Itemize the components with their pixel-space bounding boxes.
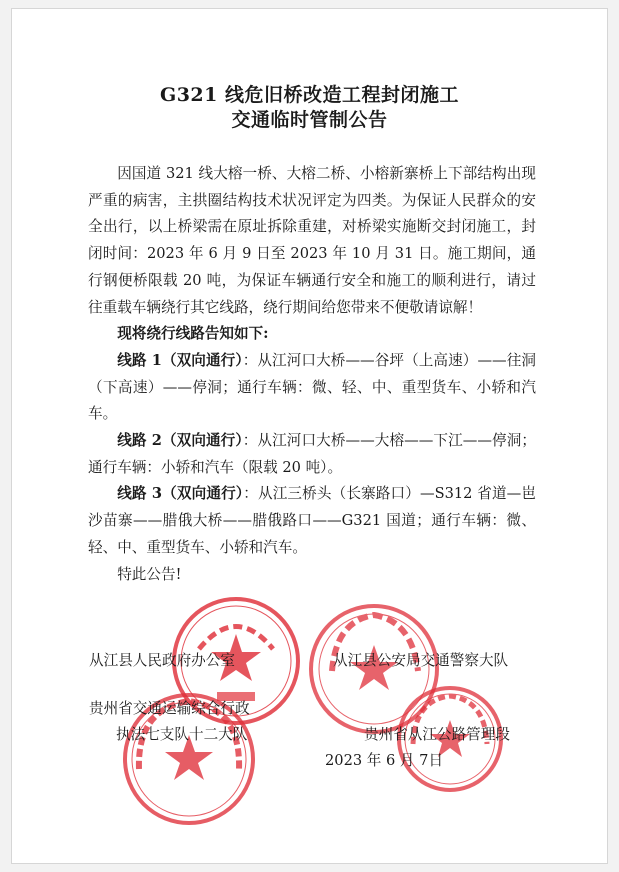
notice-page <box>11 8 608 864</box>
route-2-text: ：从江河口大桥——大榕——下江——停洞；通行车辆：小轿和汽车（限载 20 吨）。 <box>88 432 536 476</box>
signatory-law-enforcement-line1: 贵州省交通运输综合行政 <box>89 700 250 717</box>
route-1-label: 线路 1（双向通行） <box>117 351 243 369</box>
route-2-label: 线路 2（双向通行） <box>117 432 243 450</box>
notice-date: 2023 年 6 月 7日 <box>325 752 444 769</box>
route-3-text: ：从江三桥头（长寨路口）—S312 省道—岜沙苗寨——腊俄大桥——腊俄路口——G321 国道；通行车辆：微、轻、中、重型货车、小轿和汽车。 <box>88 485 536 556</box>
notice-title-line1: G321 线危旧桥改造工程封闭施工 <box>159 84 459 106</box>
route-3-label: 线路 3（双向通行） <box>117 485 244 503</box>
signatory-law-enforcement-line2: 执法七支队十二大队 <box>116 726 248 743</box>
route-2 <box>88 428 536 481</box>
signatory-traffic-police: 从江县公安局交通警察大队 <box>333 652 509 669</box>
notice-title-line2: 交通临时管制公告 <box>231 109 388 131</box>
signatory-highway-management: 贵州省从江公路管理段 <box>364 726 510 743</box>
signatory-government-office: 从江县人民政府办公室 <box>89 652 235 669</box>
route-3 <box>88 481 536 561</box>
notice-body <box>88 161 536 588</box>
intro-paragraph: 因国道 321 线大榕一桥、大榕二桥、小榕新寨桥上下部结构出现严重的病害，主拱圈结构技术状况评定为四类。为保证人民群众的安全出行，以上桥梁需在原址拆除重建，对桥梁实施断交封闭施工，封闭时间：2023 年 6 月 9 日至 2023 年 10 月 31 日。施工期间，通行钢便桥限载 20 吨，为保证车辆通行安全和施工的顺利进行，请过往重载车辆绕行其它线路，绕行期间给您带来不便敬请谅解！ <box>88 165 536 316</box>
closing-line: 特此公告! <box>117 565 182 583</box>
routes-heading: 现将绕行线路告知如下: <box>117 325 269 343</box>
route-1 <box>88 348 536 428</box>
route-1-text: ：从江河口大桥——谷坪（上高速）——往洞（下高速）——停洞；通行车辆：微、轻、中、重型货车、小轿和汽车。 <box>88 351 536 423</box>
